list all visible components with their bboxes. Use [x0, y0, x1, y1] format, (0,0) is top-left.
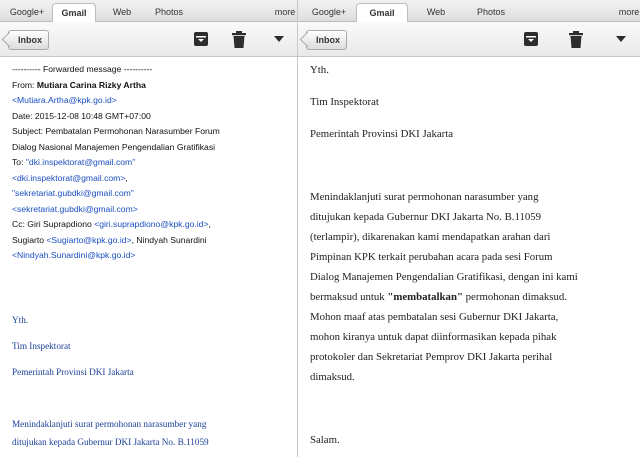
body-line: Dialog Manajemen Pengendalian Gratifikasi, dengan ini kami	[310, 271, 578, 283]
inbox-back-button-right[interactable]: Inbox	[306, 30, 347, 50]
google-nav-bar	[0, 0, 297, 22]
body-line: Menindaklanjuti surat permohonan narasumber yang	[310, 191, 539, 203]
from-label: From:	[12, 79, 37, 90]
sender-name: Mutiara Carina Rizky Artha	[36, 79, 146, 90]
to-label: To:	[12, 157, 26, 167]
trash-icon[interactable]	[568, 31, 584, 48]
dropdown-arrow-icon[interactable]	[616, 36, 626, 42]
trash-icon[interactable]	[231, 31, 247, 48]
tab-photos[interactable]: Photos	[154, 7, 184, 17]
date-line: Date: 2015-12-08 10:48 GMT+07:00	[12, 110, 151, 121]
google-nav-bar-right	[298, 0, 640, 22]
cc-line	[12, 217, 297, 233]
body-line: Pimpinan KPK terkait perubahan acara pada sesi Forum	[310, 251, 553, 263]
tab-photos-right[interactable]: Photos	[476, 7, 506, 17]
cc-email-3[interactable]: <Nindyah.Sunardini@kpk.go.id>	[12, 250, 136, 260]
tab-google-plus[interactable]: Google+	[9, 7, 45, 17]
tab-google-plus-right[interactable]: Google+	[311, 7, 347, 17]
right-recipient-2: Pemerintah Provinsi DKI Jakarta	[310, 128, 454, 140]
left-email-pane	[0, 0, 298, 457]
inbox-back-button[interactable]: Inbox	[8, 30, 49, 50]
right-recipient-1: Tim Inspektorat	[310, 96, 379, 108]
from-line	[12, 78, 297, 94]
sender-email-link[interactable]: <Mutiara.Artha@kpk.go.id>	[12, 95, 117, 105]
right-salutation: Yth.	[310, 64, 329, 76]
bold-cancel-word: "membatalkan"	[387, 291, 463, 303]
to-line-2	[12, 171, 297, 187]
body-text: permohonan dimaksud.	[462, 291, 568, 303]
tab-gmail[interactable]: Gmail	[52, 3, 96, 22]
tab-web-right[interactable]: Web	[426, 7, 446, 17]
to-separator: ,	[125, 172, 128, 183]
left-recipient-2: Pemerintah Provinsi DKI Jakarta	[12, 367, 134, 377]
to-email-1[interactable]: "dki.inspektorat@gmail.com"	[25, 157, 136, 167]
left-body-line-2: ditujukan kepada Gubernur DKI Jakarta No. B.11059	[12, 437, 209, 447]
action-bar-right	[298, 22, 640, 57]
left-body-line-1: Menindaklanjuti surat permohonan narasumber yang	[12, 419, 207, 429]
body-line: protokoler dan Sekretariat Pemprov DKI Jakarta perihal	[310, 351, 553, 363]
to-email-3[interactable]: "sekretariat.gubdki@gmail.com"	[12, 188, 134, 198]
cc-name-3: , Nindyah Sunardini	[131, 234, 207, 245]
cc-separator: ,	[208, 219, 211, 229]
body-line: mohon kiranya untuk dapat diinformasikan kepada pihak	[310, 331, 557, 343]
archive-icon[interactable]	[523, 31, 539, 47]
tab-more[interactable]: more	[274, 7, 296, 17]
tab-gmail-right[interactable]: Gmail	[356, 3, 408, 22]
cc-email-1[interactable]: <giri.suprapdiono@kpk.go.id>	[94, 219, 209, 229]
forward-header: ---------- Forwarded message ----------	[12, 64, 153, 74]
body-line: Mohon maaf atas pembatalan sesi Gubernur DKI Jakarta,	[310, 311, 559, 323]
email-header	[0, 57, 297, 264]
right-email-pane	[298, 0, 640, 457]
subject-line-2: Dialog Nasional Manajemen Pengendalian Gratifikasi	[12, 141, 216, 152]
left-salutation: Yth.	[12, 315, 29, 325]
body-line: dimaksud.	[310, 371, 355, 383]
cc-label: Cc: Giri Suprapdiono	[12, 219, 95, 229]
body-line-emphasis	[310, 287, 578, 307]
dropdown-arrow-icon[interactable]	[274, 36, 284, 42]
to-email-2[interactable]: <dki.inspektorat@gmail.com>	[12, 172, 126, 183]
archive-icon[interactable]	[193, 31, 209, 47]
right-email-body	[310, 60, 578, 450]
tab-more-right[interactable]: more	[618, 7, 640, 17]
body-line: (terlampir), dikarenakan kami mendapatkan arahan dari	[310, 231, 551, 243]
to-line	[12, 155, 297, 171]
cc-email-2[interactable]: <Sugiarto@kpk.go.id>	[46, 234, 132, 245]
cc-line-2	[12, 233, 297, 249]
left-recipient-1: Tim Inspektorat	[12, 341, 71, 351]
closing: Salam.	[310, 434, 340, 446]
body-text: bermaksud untuk	[310, 291, 388, 303]
cc-name-2: Sugiarto	[12, 234, 47, 245]
subject-line-1: Subject: Pembatalan Permohonan Narasumber Forum	[12, 126, 220, 136]
to-email-4[interactable]: <sekretariat.gubdki@gmail.com>	[12, 203, 138, 214]
action-bar	[0, 22, 297, 57]
tab-web[interactable]: Web	[112, 7, 132, 17]
body-line: ditujukan kepada Gubernur DKI Jakarta No. B.11059	[310, 211, 542, 223]
